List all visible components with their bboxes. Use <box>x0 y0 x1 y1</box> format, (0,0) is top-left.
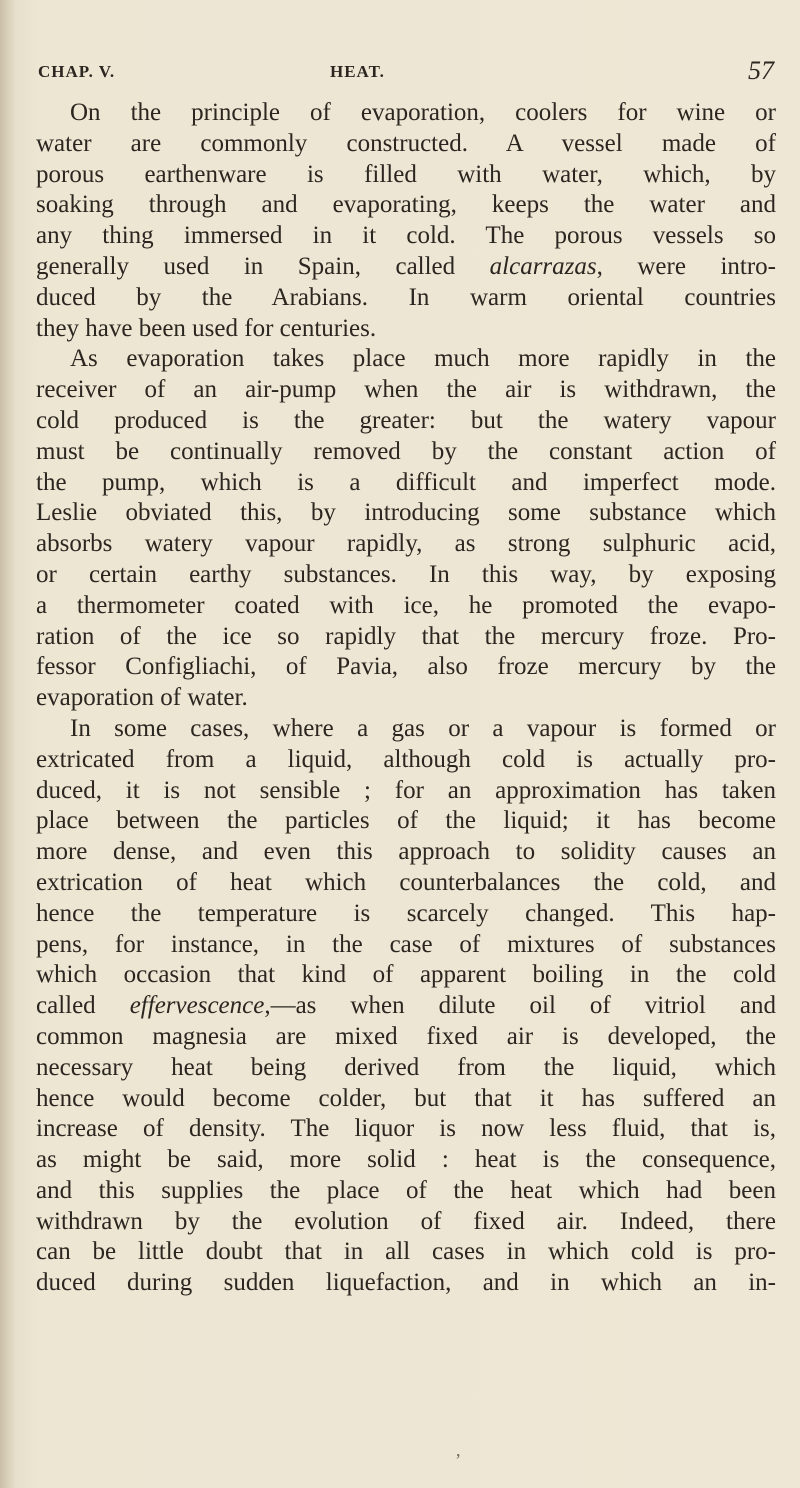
text-line: necessary heat being derived from the liquid, which <box>36 1053 776 1081</box>
text-line: cold produced is the greater: but the watery vapour <box>36 406 776 434</box>
text-line: extrication of heat which counterbalances the cold, and <box>36 868 776 896</box>
text-line: extricated from a liquid, although cold is actually pro- <box>36 745 776 773</box>
running-title: HEAT. <box>330 62 385 81</box>
text-line: hence the temperature is scarcely changed. This hap- <box>36 899 776 927</box>
text-line: hence would become colder, but that it has suffered an <box>36 1084 776 1112</box>
text-line: called effervescence,—as when dilute oil of vitriol and <box>36 992 776 1020</box>
print-mark: , <box>456 1440 461 1460</box>
text-line: which occasion that kind of apparent boiling in the cold <box>36 961 776 989</box>
chapter-label: CHAP. V. <box>38 62 116 81</box>
text-line: water are commonly constructed. A vessel made of <box>36 129 776 157</box>
text-line: ration of the ice so rapidly that the mercury froze. Pro- <box>36 622 776 650</box>
text-line: absorbs watery vapour rapidly, as strong sulphuric acid, <box>36 530 776 558</box>
text-line: as might be said, more solid : heat is the consequence, <box>36 1146 776 1174</box>
text-line: generally used in Spain, called alcarrazas, were intro- <box>36 252 776 280</box>
text-line: duced, it is not sensible ; for an approximation has taken <box>36 776 776 804</box>
text-line: pens, for instance, in the case of mixtures of substances <box>36 930 776 958</box>
text-line: place between the particles of the liquid; it has become <box>36 807 776 835</box>
text-line: must be continually removed by the constant action of <box>36 437 776 465</box>
text-line: withdrawn by the evolution of fixed air. Indeed, there <box>36 1207 776 1235</box>
body-text <box>36 98 776 1299</box>
text-line: fessor Configliachi, of Pavia, also froze mercury by the <box>36 653 776 681</box>
italic-term: alcarrazas <box>489 252 597 280</box>
text-line: or certain earthy substances. In this way, by exposing <box>36 560 776 588</box>
text-line: receiver of an air-pump when the air is withdrawn, the <box>36 376 776 404</box>
text-line: soaking through and evaporating, keeps the water and <box>36 191 776 219</box>
text-line: a thermometer coated with ice, he promoted the evapo- <box>36 591 776 619</box>
text-line: and this supplies the place of the heat which had been <box>36 1176 776 1204</box>
text-line: As evaporation takes place much more rapidly in the <box>70 345 776 373</box>
text-line: evaporation of water. <box>36 684 248 712</box>
text-line: increase of density. The liquor is now less fluid, that is, <box>36 1115 776 1143</box>
text-line: duced during sudden liquefaction, and in which an in- <box>36 1269 776 1297</box>
text-line: more dense, and even this approach to solidity causes an <box>36 838 776 866</box>
text-line: they have been used for centuries. <box>36 314 377 342</box>
text-line: common magnesia are mixed fixed air is developed, the <box>36 1022 776 1050</box>
text-line: duced by the Arabians. In warm oriental countries <box>36 283 776 311</box>
running-header <box>38 56 774 86</box>
page-number: 57 <box>748 56 774 85</box>
text-line: porous earthenware is filled with water, which, by <box>36 160 776 188</box>
text-line: the pump, which is a difficult and imperfect mode. <box>36 468 776 496</box>
text-line: any thing immersed in it cold. The porous vessels so <box>36 222 776 250</box>
italic-term: effervescence <box>129 992 265 1020</box>
text-line: On the principle of evaporation, coolers for wine or <box>70 99 776 126</box>
text-line: In some cases, where a gas or a vapour is formed or <box>70 714 776 742</box>
page-binding-shadow <box>0 0 16 1488</box>
text-line: Leslie obviated this, by introducing some substance which <box>36 499 776 527</box>
text-line: can be little doubt that in all cases in which cold is pro- <box>36 1238 776 1266</box>
